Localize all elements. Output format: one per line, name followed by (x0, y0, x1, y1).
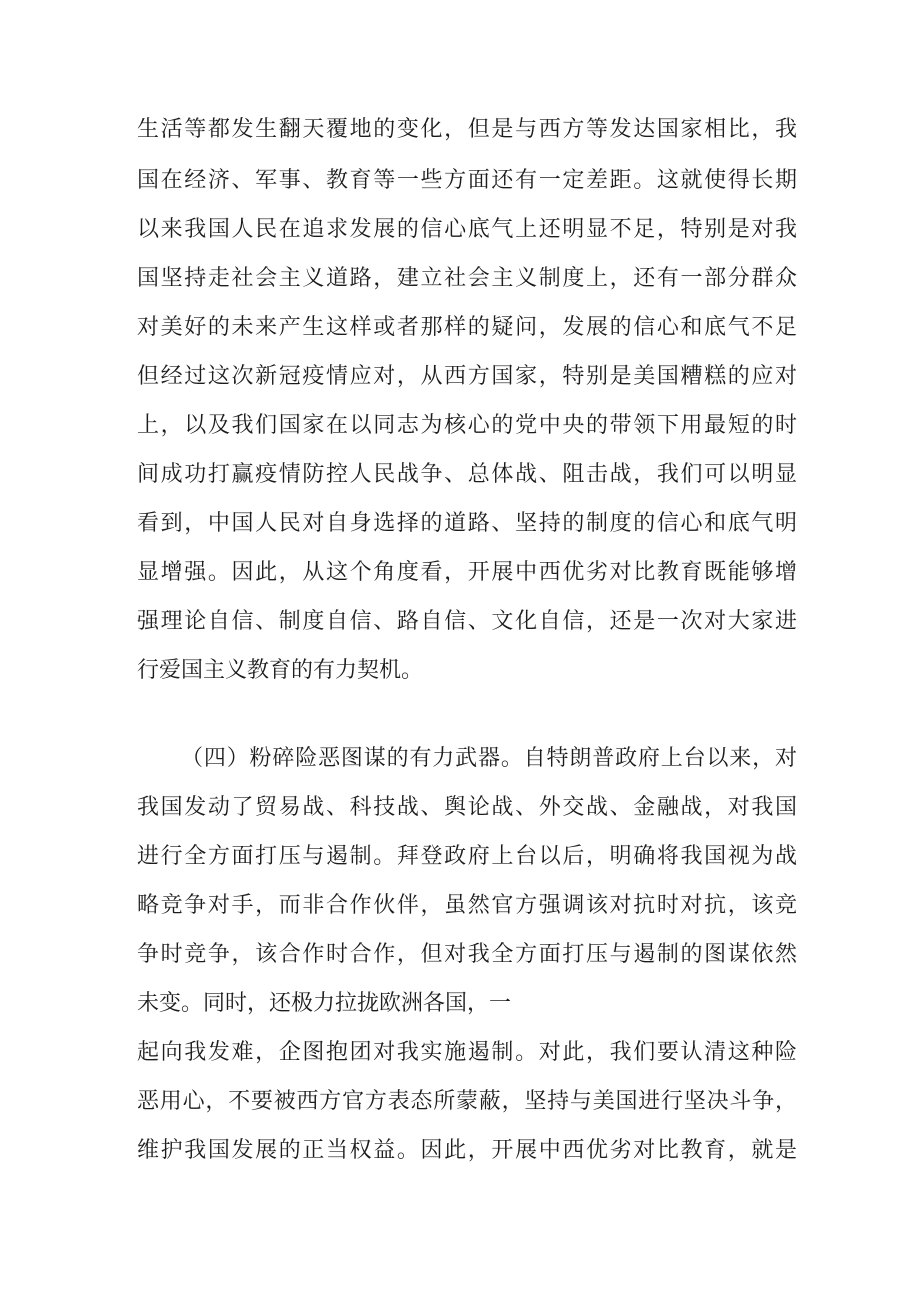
paragraph-line: 上，以及我们国家在以同志为核心的党中央的带领下用最短的时 (137, 413, 797, 438)
paragraph-line: 显增强。因此，从这个角度看，开展中西优劣对比教育既能够增 (137, 560, 797, 585)
paragraph-line: 我国发动了贸易战、科技战、舆论战、外交战、金融战，对我国 (137, 795, 797, 820)
paragraph-line: 间成功打赢疫情防控人民战争、总体战、阻击战，我们可以明显 (137, 462, 797, 487)
paragraph-line: 看到，中国人民对自身选择的道路、坚持的制度的信心和底气明 (137, 511, 797, 536)
paragraph-line: 恶用心，不要被西方官方表态所蒙蔽，坚持与美国进行坚决斗争， (137, 1089, 797, 1114)
paragraph-line: 未变。同时，还极力拉拢欧洲各国，一 (137, 991, 512, 1016)
paragraph-line: 国坚持走社会主义道路，建立社会主义制度上，还有一部分群众 (137, 266, 797, 291)
paragraph-line: 以来我国人民在追求发展的信心底气上还明显不足，特别是对我 (137, 217, 797, 242)
paragraph-line: 强理论自信、制度自信、路自信、文化自信，还是一次对大家进 (137, 609, 797, 634)
paragraph-line: 国在经济、军事、教育等一些方面还有一定差距。这就使得长期 (137, 168, 797, 193)
paragraph-line: 进行全方面打压与遏制。拜登政府上台以后，明确将我国视为战 (137, 844, 797, 869)
paragraph-heading-line: （四）粉碎险恶图谋的有力武器。自特朗普政府上台以来，对 (181, 746, 797, 771)
paragraph-line: 略竞争对手，而非合作伙伴，虽然官方强调该对抗时对抗，该竞 (137, 893, 797, 918)
paragraph-line: 生活等都发生翻天覆地的变化，但是与西方等发达国家相比，我 (137, 117, 797, 142)
paragraph-line: 争时竞争，该合作时合作，但对我全方面打压与遏制的图谋依然 (137, 942, 797, 967)
paragraph-line: 维护我国发展的正当权益。因此，开展中西优劣对比教育，就是 (137, 1138, 797, 1163)
paragraph-line: 但经过这次新冠疫情应对，从西方国家，特别是美国糟糕的应对 (137, 364, 797, 389)
paragraph-line: 起向我发难，企图抱团对我实施遏制。对此，我们要认清这种险 (137, 1040, 797, 1065)
paragraph-line: 行爱国主义教育的有力契机。 (137, 658, 424, 683)
paragraph-line: 对美好的未来产生这样或者那样的疑问，发展的信心和底气不足 (137, 315, 797, 340)
